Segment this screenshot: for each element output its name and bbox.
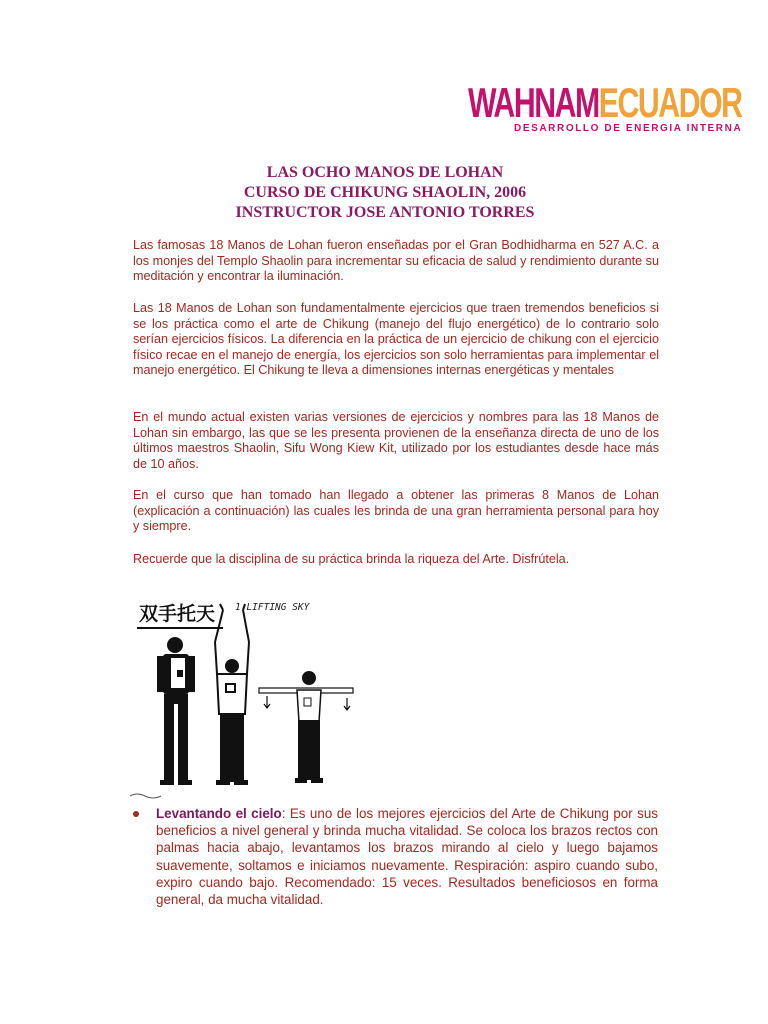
figure-arms-extended (259, 671, 353, 783)
title-line-1: LAS OCHO MANOS DE LOHAN (266, 164, 504, 181)
figure-arms-raised (215, 604, 249, 785)
bullet-icon (133, 811, 139, 817)
title-line-2: CURSO DE CHIKUNG SHAOLIN, 2006 (243, 184, 527, 201)
logo-part-ecuador: ECUADOR (598, 79, 742, 126)
lifting-sky-illustration (127, 598, 367, 804)
logo-part-wahnam: WAHNAM (468, 79, 599, 126)
paragraph-versions: En el mundo actual existen varias versiones de ejercicios y nombres para las 18 Manos de Lohan sin embargo, las que se les presenta provienen de la enseñanza directa de uno de los últimos maestros Shaolin, Sifu Wong Kiew Kit, utilizado por los estudiantes desde hace más de 10 años. (133, 410, 659, 471)
exercise-description: : Es uno de los mejores ejercicios del Arte de Chikung por sus beneficios a nivel general y brinda mucha vitalidad. Se coloca los brazos rectos con palmas hacia abajo, levantamos los brazos mirando al cielo y luego bajamos suavemente, soltamos e iniciamos nuevamente. Respiración: aspiro cuando subo, expiro cuando bajo. Recomendado: 15 veces. Resultados beneficiosos en forma general, da mucha vitalidad. (156, 806, 658, 908)
wahnam-ecuador-logo (468, 79, 743, 142)
logo-wordmark (468, 79, 742, 126)
exercise-title: Levantando el cielo (156, 806, 282, 821)
paragraph-course: En el curso que han tomado han llegado a obtener las primeras 8 Manos de Lohan (explicación a continuación) las cuales les brinda de una gran herramienta personal para hoy y siempre. (133, 488, 659, 534)
paragraph-benefits: Las 18 Manos de Lohan son fundamentalmente ejercicios que traen tremendos beneficios si se los práctica como el arte de Chikung (manejo del flujo energético) de lo contrario solo serían ejercicios físicos. La diferencia en la práctica de un ejercicio de chikung con el ejercicio físico recae en el manejo de energía, los ejercicios son solo herramientas para implementar el manejo energético. El Chikung te lleva a dimensiones internas energéticas y mentales (133, 301, 659, 378)
document-title (150, 163, 620, 223)
chinese-caption: 双手托天 (139, 603, 216, 625)
exercise-lifting-sky (156, 805, 658, 908)
title-line-3: INSTRUCTOR JOSE ANTONIO TORRES (235, 204, 535, 221)
logo-tagline: DESARROLLO DE ENERGIA INTERNA (514, 123, 743, 134)
figure-standing (157, 637, 195, 785)
paragraph-reminder: Recuerde que la disciplina de su práctica brinda la riqueza del Arte. Disfrútela. (133, 552, 570, 566)
paragraph-intro: Las famosas 18 Manos de Lohan fueron enseñadas por el Gran Bodhidharma en 527 A.C. a los monjes del Templo Shaolin para incrementar su eficacia de salud y rendimiento durante su meditación y encontrar la iluminación. (133, 238, 659, 284)
figure-label-english: 1 LIFTING SKY (235, 602, 310, 613)
